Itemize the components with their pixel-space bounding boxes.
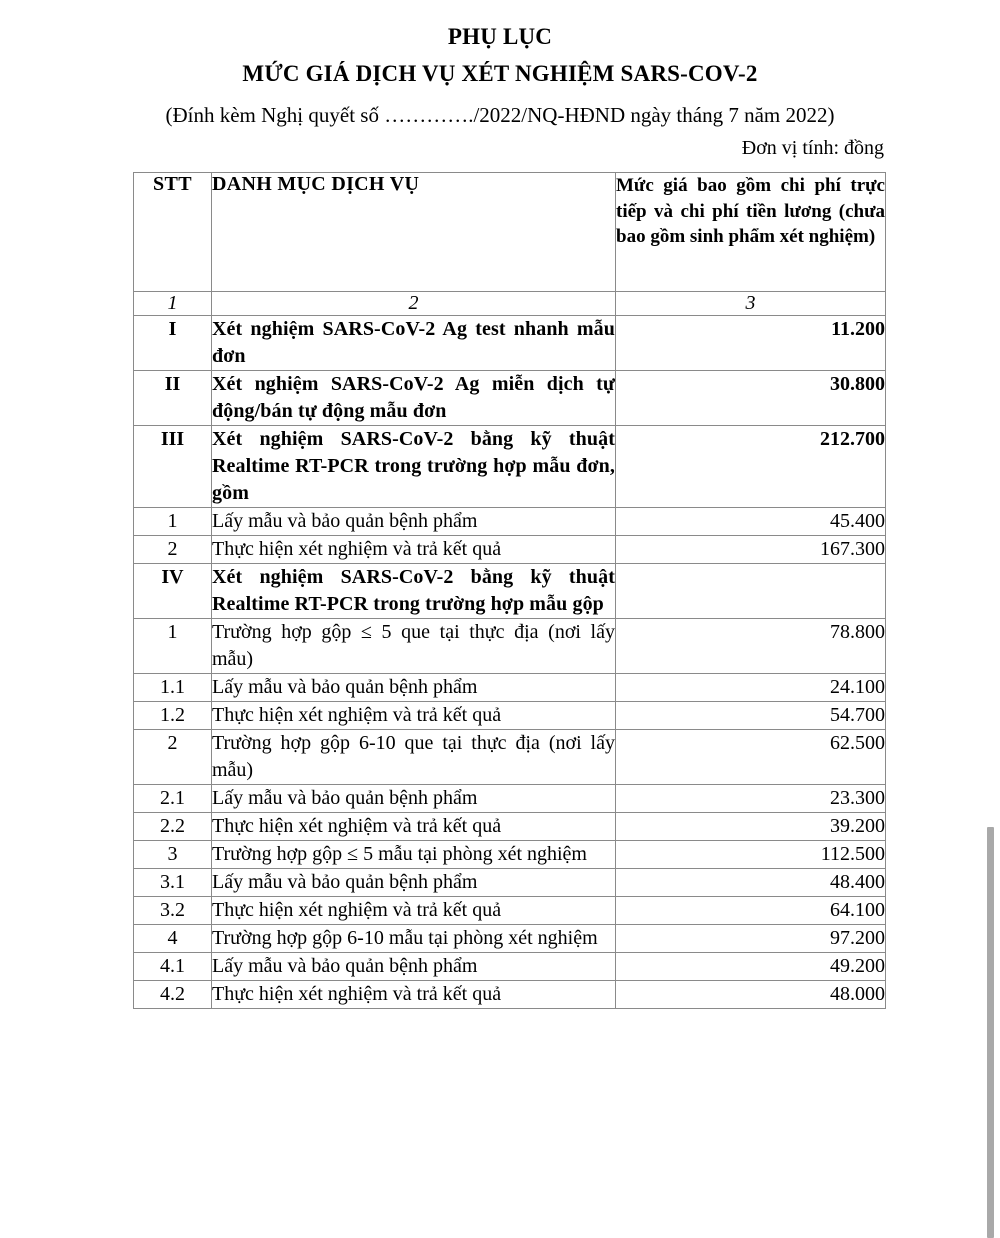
- cell-service-name: Xét nghiệm SARS-CoV-2 Ag miễn dịch tự động/bán tự động mẫu đơn: [212, 371, 616, 426]
- table-row: [134, 702, 886, 730]
- header-cell-stt: STT: [134, 173, 212, 292]
- cell-price: 23.300: [616, 785, 886, 813]
- table-row: [134, 564, 886, 619]
- page-title: PHỤ LỤC: [447, 24, 553, 49]
- table-row: [134, 841, 886, 869]
- cell-price: 11.200: [616, 316, 886, 371]
- cell-service-name: Trường hợp gộp 6-10 mẫu tại phòng xét nghiệm: [212, 925, 616, 953]
- table-row: [134, 925, 886, 953]
- table-row: [134, 813, 886, 841]
- cell-price: 212.700: [616, 426, 886, 508]
- cell-service-name: Lấy mẫu và bảo quản bệnh phẩm: [212, 674, 616, 702]
- cell-stt: II: [134, 371, 212, 426]
- cell-stt: 2: [134, 536, 212, 564]
- cell-stt: 4.2: [134, 981, 212, 1009]
- cell-price: 167.300: [616, 536, 886, 564]
- page-subtitle-main: MỨC GIÁ DỊCH VỤ XÉT NGHIỆM SARS-COV-2: [242, 61, 758, 87]
- cell-price: 24.100: [616, 674, 886, 702]
- cell-stt: 2.1: [134, 785, 212, 813]
- cell-service-name: Thực hiện xét nghiệm và trả kết quả: [212, 536, 616, 564]
- table-row: [134, 426, 886, 508]
- cell-stt: 4.1: [134, 953, 212, 981]
- table-row: [134, 508, 886, 536]
- cell-service-name: Lấy mẫu và bảo quản bệnh phẩm: [212, 785, 616, 813]
- document-heading: [0, 0, 1000, 160]
- header-cell-service: DANH MỤC DỊCH VỤ: [212, 173, 616, 292]
- cell-price: 97.200: [616, 925, 886, 953]
- cell-service-name: Trường hợp gộp 6-10 que tại thực địa (nơi lấy mẫu): [212, 730, 616, 785]
- table-row: [134, 730, 886, 785]
- cell-stt: 2.2: [134, 813, 212, 841]
- cell-stt: I: [134, 316, 212, 371]
- cell-stt: 1: [134, 508, 212, 536]
- table-row: [134, 536, 886, 564]
- table-row: [134, 869, 886, 897]
- cell-price: 54.700: [616, 702, 886, 730]
- cell-service-name: Xét nghiệm SARS-CoV-2 bằng kỹ thuật Realtime RT-PCR trong trường hợp mẫu gộp: [212, 564, 616, 619]
- cell-service-name: Xét nghiệm SARS-CoV-2 bằng kỹ thuật Realtime RT-PCR trong trường hợp mẫu đơn, gồm: [212, 426, 616, 508]
- cell-price: 64.100: [616, 897, 886, 925]
- column-number-stt: 1: [134, 292, 212, 316]
- column-number-row: [134, 292, 886, 316]
- table-row: [134, 953, 886, 981]
- header-cell-price: Mức giá bao gồm chi phí trực tiếp và chi phí tiền lương (chưa bao gồm sinh phẩm xét nghiệm): [616, 173, 886, 292]
- cell-price: 45.400: [616, 508, 886, 536]
- cell-stt: 3.1: [134, 869, 212, 897]
- cell-stt: 1.2: [134, 702, 212, 730]
- cell-stt: 2: [134, 730, 212, 785]
- attachment-reference: (Đính kèm Nghị quyết số …………./2022/NQ-HĐND ngày tháng 7 năm 2022): [165, 102, 835, 127]
- cell-service-name: Thực hiện xét nghiệm và trả kết quả: [212, 813, 616, 841]
- cell-service-name: Lấy mẫu và bảo quản bệnh phẩm: [212, 953, 616, 981]
- cell-stt: 4: [134, 925, 212, 953]
- cell-stt: 3.2: [134, 897, 212, 925]
- vertical-scrollbar[interactable]: [985, 0, 994, 1238]
- cell-price: 62.500: [616, 730, 886, 785]
- cell-price: 78.800: [616, 619, 886, 674]
- table-header-row: [134, 173, 886, 292]
- cell-service-name: Thực hiện xét nghiệm và trả kết quả: [212, 981, 616, 1009]
- table-row: [134, 897, 886, 925]
- cell-service-name: Thực hiện xét nghiệm và trả kết quả: [212, 702, 616, 730]
- cell-price: 39.200: [616, 813, 886, 841]
- cell-service-name: Lấy mẫu và bảo quản bệnh phẩm: [212, 508, 616, 536]
- cell-stt: III: [134, 426, 212, 508]
- cell-stt: 3: [134, 841, 212, 869]
- cell-service-name: Xét nghiệm SARS-CoV-2 Ag test nhanh mẫu đơn: [212, 316, 616, 371]
- cell-price: 48.400: [616, 869, 886, 897]
- cell-service-name: Lấy mẫu và bảo quản bệnh phẩm: [212, 869, 616, 897]
- cell-price: 48.000: [616, 981, 886, 1009]
- table-row: [134, 981, 886, 1009]
- price-table: [133, 172, 886, 1009]
- table-row: [134, 316, 886, 371]
- cell-price: 112.500: [616, 841, 886, 869]
- table-row: [134, 785, 886, 813]
- cell-stt: IV: [134, 564, 212, 619]
- scrollbar-thumb[interactable]: [987, 827, 994, 1238]
- column-number-service: 2: [212, 292, 616, 316]
- price-table-container: [0, 172, 1000, 1009]
- cell-price: [616, 564, 886, 619]
- cell-price: 30.800: [616, 371, 886, 426]
- cell-stt: 1: [134, 619, 212, 674]
- table-row: [134, 619, 886, 674]
- cell-stt: 1.1: [134, 674, 212, 702]
- table-row: [134, 371, 886, 426]
- unit-note: Đơn vị tính: đồng: [741, 137, 884, 160]
- column-number-price: 3: [616, 292, 886, 316]
- cell-service-name: Thực hiện xét nghiệm và trả kết quả: [212, 897, 616, 925]
- cell-price: 49.200: [616, 953, 886, 981]
- cell-service-name: Trường hợp gộp ≤ 5 que tại thực địa (nơi lấy mẫu): [212, 619, 616, 674]
- table-row: [134, 674, 886, 702]
- cell-service-name: Trường hợp gộp ≤ 5 mẫu tại phòng xét nghiệm: [212, 841, 616, 869]
